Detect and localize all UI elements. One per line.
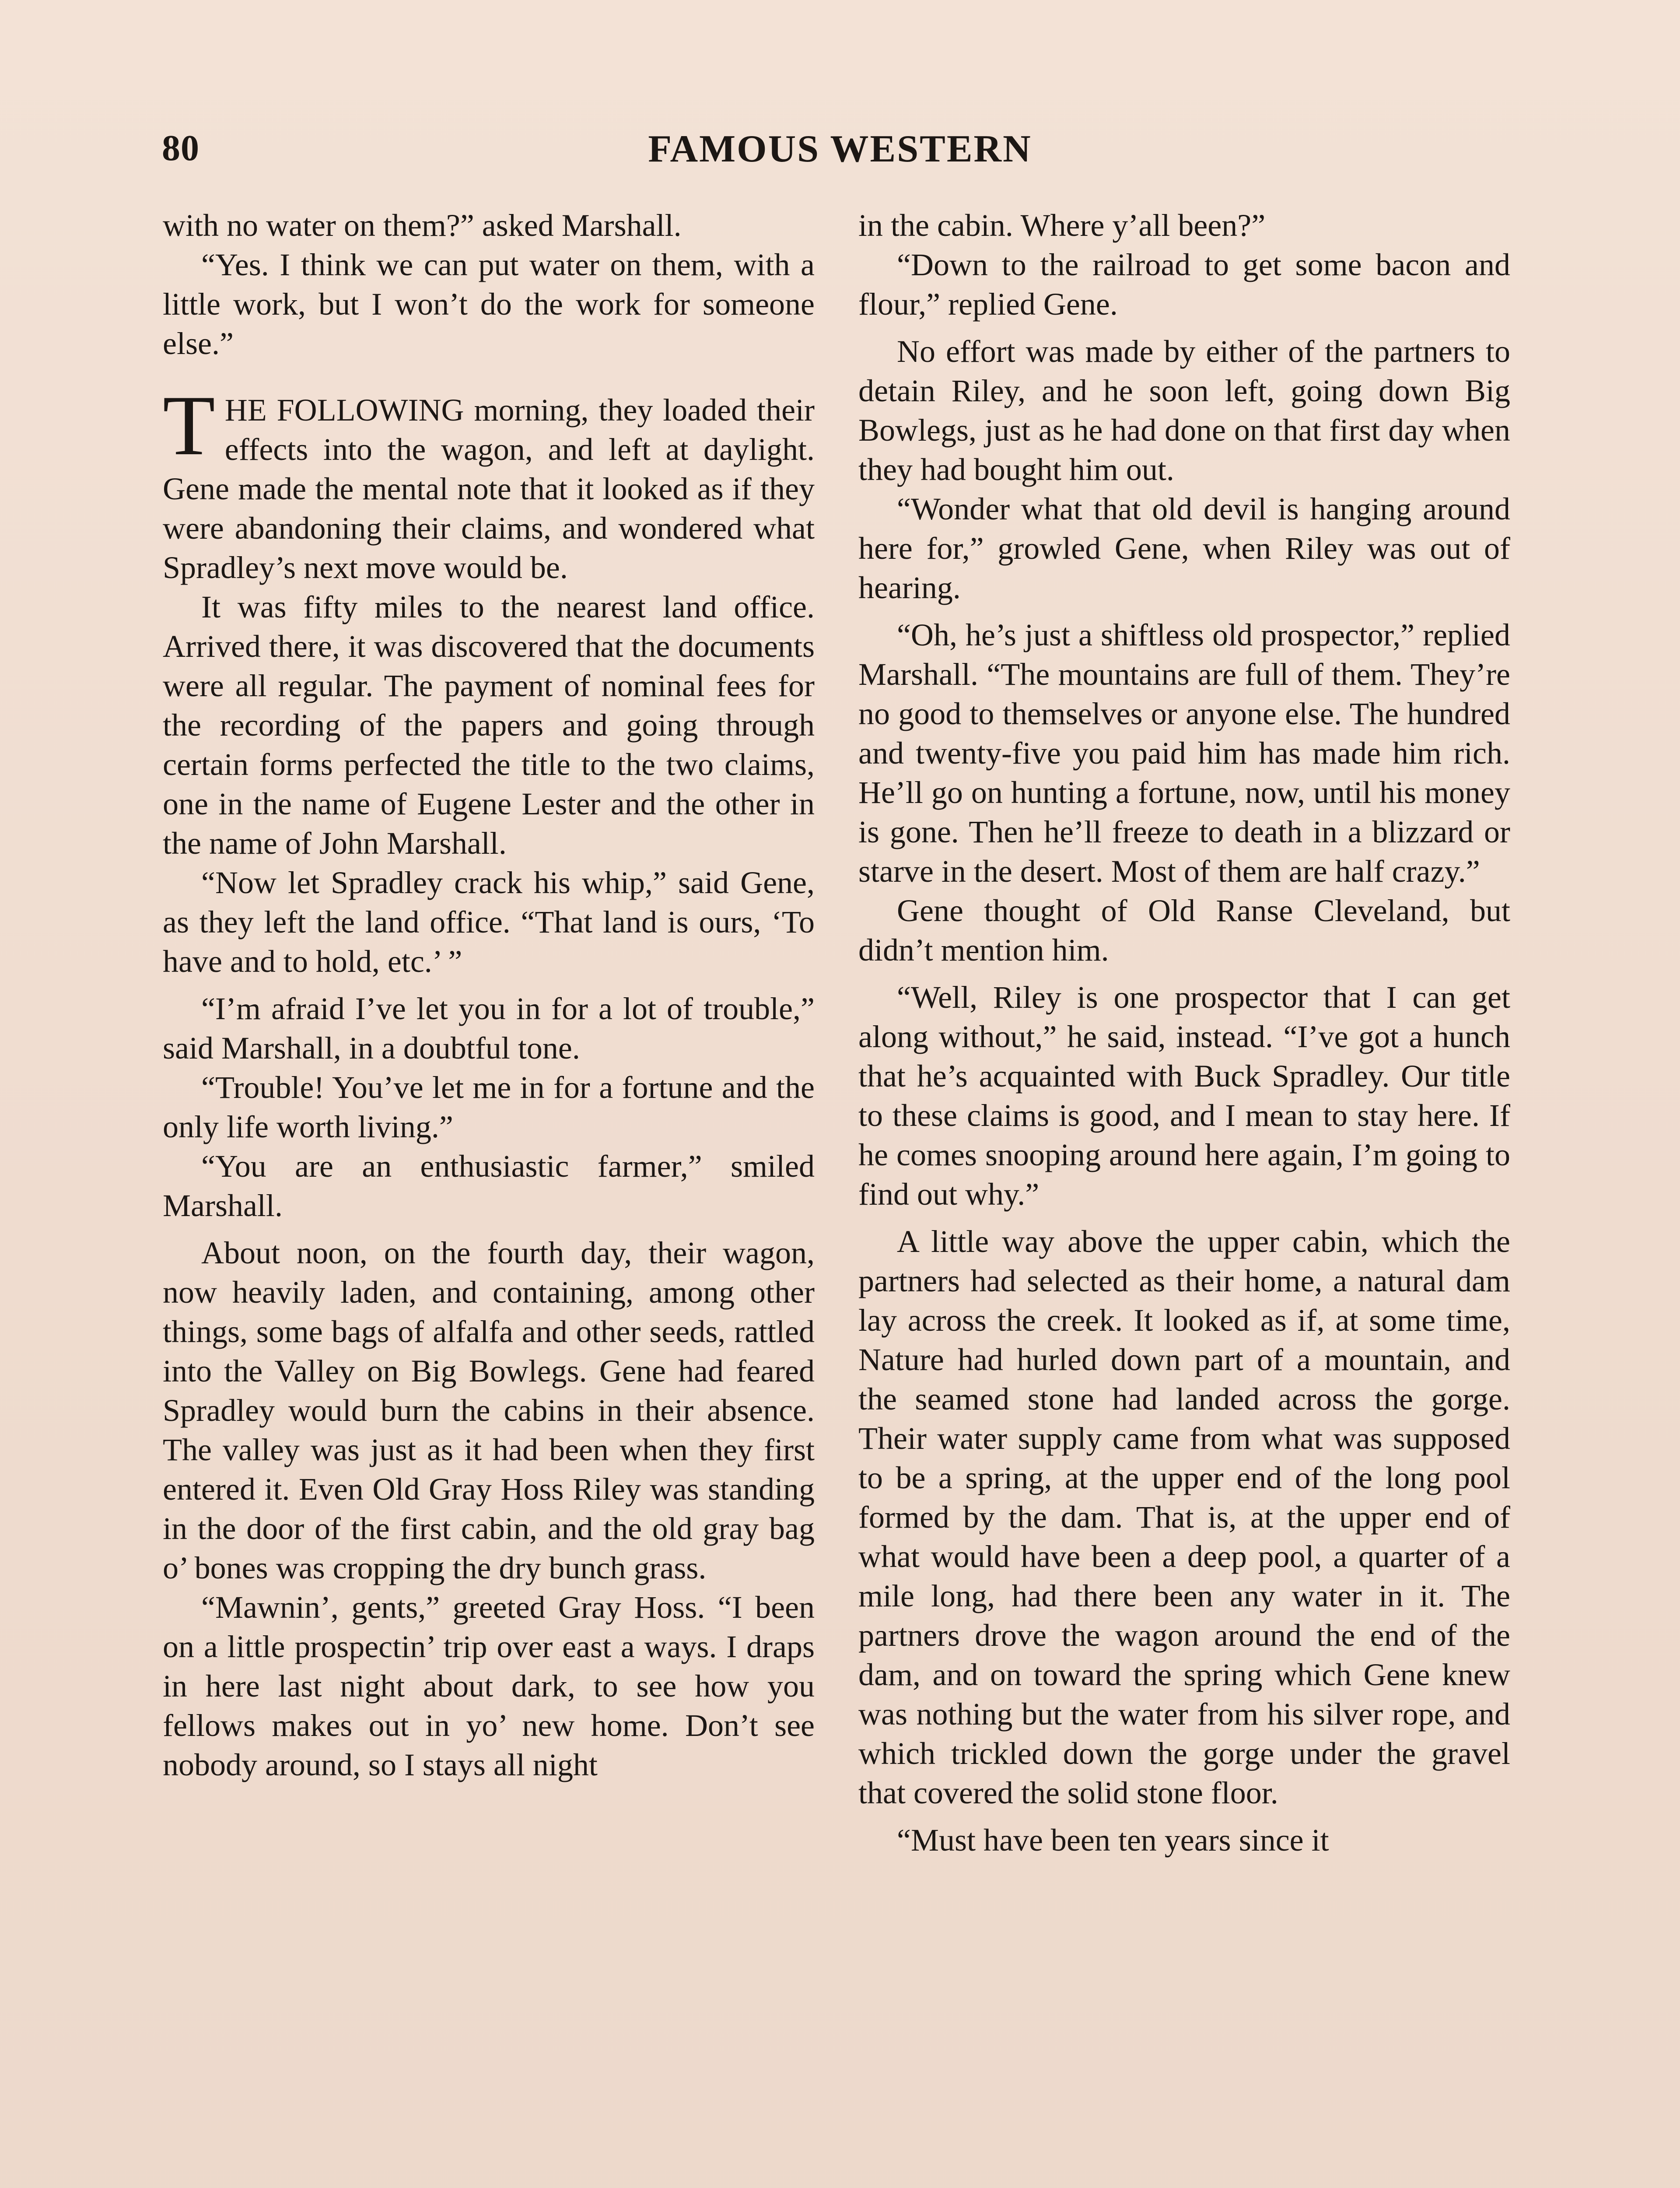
paragraph: No effort was made by either of the partners to detain Riley, and he soon left, going down Big Bowlegs, just as he had done on that first day when they had bought him out.: [858, 334, 1510, 487]
drop-cap: T: [163, 378, 215, 473]
paragraph: Gene thought of Old Ranse Cleveland, but didn’t mention him.: [858, 893, 1510, 968]
paragraph: with no water on them?” asked Marshall.: [163, 208, 682, 243]
magazine-title: FAMOUS WESTERN: [648, 128, 1032, 170]
paragraph: A little way above the upper cabin, which the partners had selected as their home, a natural dam lay across the creek. It looked as if, at some time, Nature had hurled down part of a mountain, and the seamed stone had landed across the gorge. Their water supply came from what was supposed to be a spring, at the upper end of the long pool formed by the dam. That is, at the upper end of what would have been a deep pool, a quarter of a mile long, had there been any water in it. The partners drove the wagon around the end of the dam, and on toward the spring which Gene knew was nothing but the water from his silver rope, and which trickled down the gorge under the gravel that covered the solid stone floor.: [858, 1224, 1510, 1810]
paragraph: “Yes. I think we can put water on them, with a little work, but I won’t do the work for someone else.”: [163, 247, 815, 361]
paragraph: “Down to the railroad to get some bacon and flour,” replied Gene.: [858, 247, 1510, 322]
paragraph: “I’m afraid I’ve let you in for a lot of trouble,” said Marshall, in a doubtful tone.: [163, 991, 815, 1066]
paragraph: “Wonder what that old devil is hanging around here for,” growled Gene, when Riley was out of hearing.: [858, 491, 1510, 605]
paragraph: It was fifty miles to the nearest land office. Arrived there, it was discovered that the documents were all regular. The payment of nominal fees for the recording of the papers and going through certain forms perfected the title to the two claims, one in the name of Eugene Lester and the other in the name of John Marshall.: [163, 589, 815, 861]
paragraph: “Oh, he’s just a shiftless old prospector,” replied Marshall. “The mountains are full of them. They’re no good to themselves or anyone else. The hundred and twenty-five you paid him has made him rich. He’ll go on hunting a fortune, now, until his money is gone. Then he’ll freeze to death in a blizzard or starve in the desert. Most of them are half crazy.”: [858, 617, 1510, 889]
left-text-column: [163, 206, 815, 1785]
paragraph-text: HE FOLLOWING morning, they loaded their effects into the wagon, and left at daylight. Gene made the mental note that it looked as if they were abandoning their claims, and wondered what Spradley’s next move would be.: [163, 393, 815, 585]
paragraph: “Mawnin’, gents,” greeted Gray Hoss. “I been on a little prospectin’ trip over east a ways. I draps in here last night about dark, to see how you fellows makes out in yo’ new home. Don’t see nobody around, so I stays all night: [163, 1590, 815, 1782]
paragraph: “You are an enthusiastic farmer,” smiled Marshall.: [163, 1149, 815, 1223]
paragraph: “Well, Riley is one prospector that I can get along without,” he said, instead. “I’ve got a hunch that he’s acquainted with Buck Spradley. Our title to these claims is good, and I mean to stay here. If he comes snooping around here again, I’m going to find out why.”: [858, 980, 1510, 1212]
paragraph: “Trouble! You’ve let me in for a fortune and the only life worth living.”: [163, 1070, 815, 1144]
paragraph: “Must have been ten years since it: [897, 1823, 1329, 1858]
paragraph: in the cabin. Where y’all been?”: [858, 208, 1266, 243]
page-header: [162, 127, 1518, 175]
paragraph: “Now let Spradley crack his whip,” said Gene, as they left the land office. “That land is ours, ‘To have and to hold, etc.’ ”: [163, 865, 815, 979]
right-text-column: [858, 206, 1510, 1860]
section-paragraph: [163, 378, 815, 587]
page-number: 80: [162, 128, 200, 168]
paragraph: About noon, on the fourth day, their wagon, now heavily laden, and containing, among other things, some bags of alfalfa and other seeds, rattled into the Valley on Big Bowlegs. Gene had feared Spradley would burn the cabins in their absence. The valley was just as it had been when they first entered it. Even Old Gray Hoss Riley was standing in the door of the first cabin, and the old gray bag o’ bones was cropping the dry bunch grass.: [163, 1235, 815, 1585]
